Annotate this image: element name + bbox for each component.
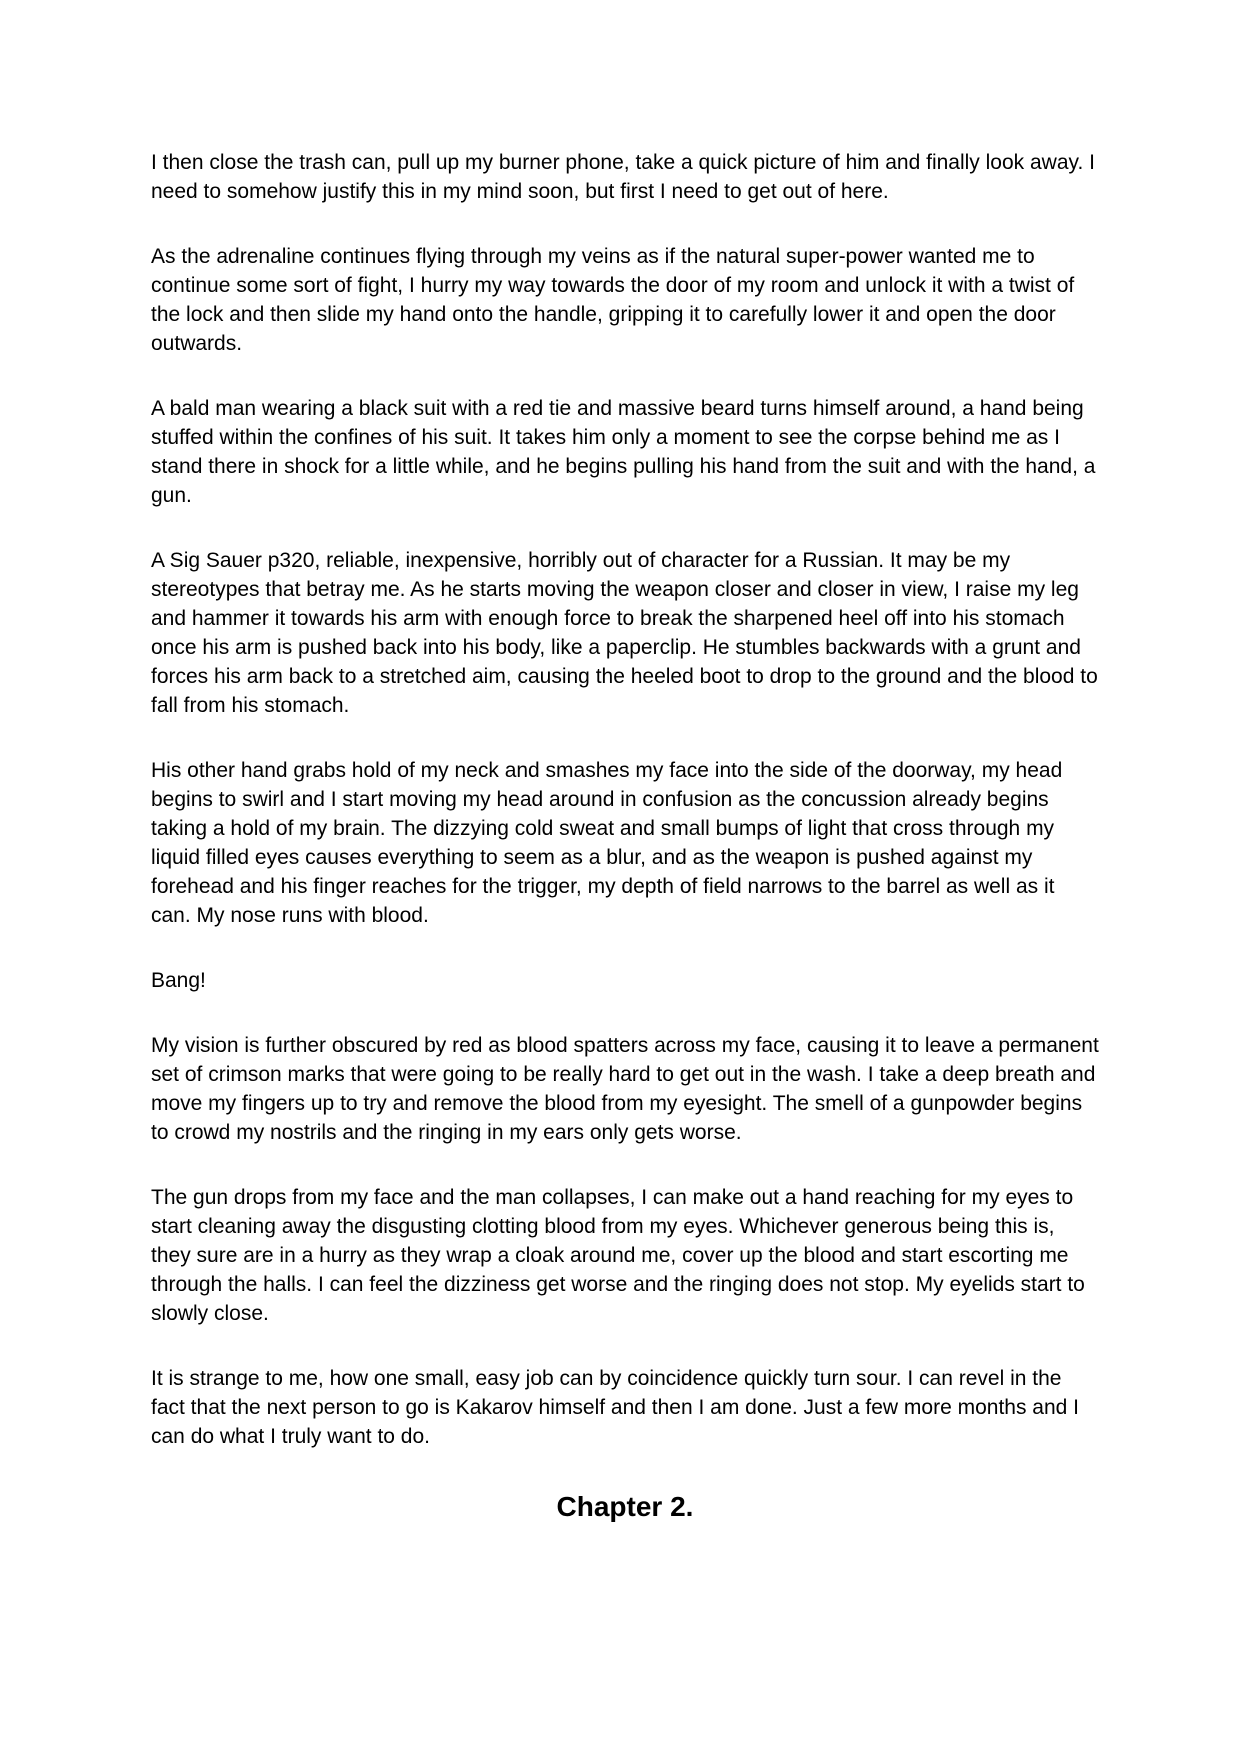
paragraph-4: A Sig Sauer p320, reliable, inexpensive, horribly out of character for a Russian. It may be my stereotypes that betray me. As he starts moving the weapon closer and closer in view, I raise my leg and hammer it towards his arm with enough force to break the sharpened heel off into his stomach once his arm is pushed back into his body, like a paperclip. He stumbles backwards with a grunt and forces his arm back to a stretched aim, causing the heeled boot to drop to the ground and the blood to fall from his stomach. [151, 549, 1098, 717]
paragraph-7: My vision is further obscured by red as blood spatters across my face, causing it to leave a permanent set of crimson marks that were going to be really hard to get out in the wash. I take a deep breath and move my fingers up to try and remove the blood from my eyesight. The smell of a gunpowder begins to crowd my nostrils and the ringing in my ears only gets worse. [151, 1034, 1099, 1144]
paragraph-2: As the adrenaline continues flying through my veins as if the natural super-power wanted me to continue some sort of fight, I hurry my way towards the door of my room and unlock it with a twist of the lock and then slide my hand onto the handle, gripping it to carefully lower it and open the door outwards. [151, 245, 1075, 355]
paragraph-1: I then close the trash can, pull up my burner phone, take a quick picture of him and finally look away. I need to somehow justify this in my mind soon, but first I need to get out of here. [151, 151, 1095, 203]
paragraph-9: It is strange to me, how one small, easy job can by coincidence quickly turn sour. I can revel in the fact that the next person to go is Kakarov himself and then I am done. Just a few more months and I can do what I truly want to do. [151, 1367, 1080, 1448]
paragraph-8: The gun drops from my face and the man collapses, I can make out a hand reaching for my eyes to start cleaning away the disgusting clotting blood from my eyes. Whichever generous being this is, they sure are in a hurry as they wrap a cloak around me, cover up the blood and start escorting me through the halls. I can feel the dizziness get worse and the ringing does not stop. My eyelids start to slowly close. [151, 1186, 1085, 1325]
chapter-heading: Chapter 2. [556, 1491, 694, 1522]
paragraph-5: His other hand grabs hold of my neck and smashes my face into the side of the doorway, my head begins to swirl and I start moving my head around in confusion as the concussion already begins taking a hold of my brain. The dizzying cold sweat and small bumps of light that cross through my liquid filled eyes causes everything to seem as a blur, and as the weapon is pushed against my forehead and his finger reaches for the trigger, my depth of field narrows to the barrel as well as it can. My nose runs with blood. [151, 759, 1063, 927]
paragraph-3: A bald man wearing a black suit with a red tie and massive beard turns himself around, a hand being stuffed within the confines of his suit. It takes him only a moment to see the corpse behind me as I stand there in shock for a little while, and he begins pulling his hand from the suit and with the hand, a gun. [151, 397, 1096, 507]
paragraph-6: Bang! [151, 969, 206, 992]
